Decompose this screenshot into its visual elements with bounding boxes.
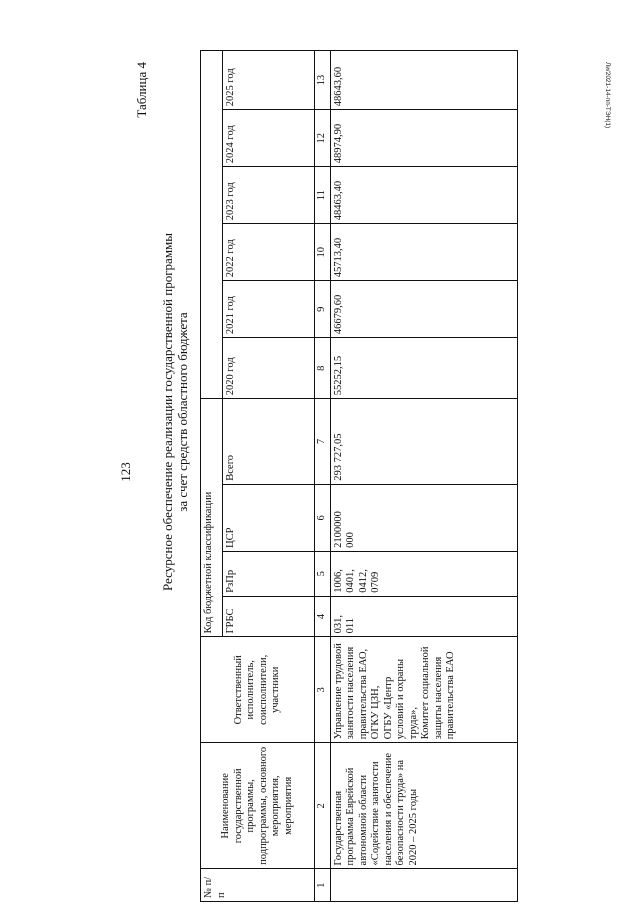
- grbs-value: 031, 011: [330, 596, 518, 637]
- col-number: 8: [315, 338, 331, 399]
- value-2023: 48463,40: [330, 167, 518, 224]
- header-csr: ЦСР: [223, 484, 315, 551]
- executors: Управление трудовой занятости населения правительства ЕАО, ОГКУ ЦЗН, ОГБУ «Центр условий и охраны труда», Комитет социальной защиты населения правительства ЕАО: [330, 637, 518, 743]
- table-label: Таблица 4: [134, 62, 149, 118]
- value-2025: 48643,60: [330, 51, 518, 110]
- header-grbs: ГРБС: [223, 596, 315, 637]
- column-number-row: [315, 51, 331, 902]
- col-number: 2: [315, 743, 331, 869]
- col-number: 3: [315, 637, 331, 743]
- col-number: 13: [315, 51, 331, 110]
- col-number: 10: [315, 224, 331, 281]
- table-row: [330, 51, 518, 902]
- program-name: Государственная программа Еврейской автономной области «Содействие занятости населения и обеспечение безопасности труда» на 2020 – 2025 годы: [330, 743, 518, 869]
- total-value: 293 727,05: [330, 399, 518, 485]
- col-number: 6: [315, 484, 331, 551]
- row-num: [330, 869, 518, 902]
- header-2022: 2022 год: [223, 224, 315, 281]
- header-executors: Ответственный исполнитель, соисполнители, участники: [201, 637, 315, 743]
- col-number: 9: [315, 281, 331, 338]
- col-number: 1: [315, 869, 331, 902]
- header-kbk-group: Код бюджетной классификации: [201, 399, 223, 637]
- header-2025: 2025 год: [223, 51, 315, 110]
- value-2022: 45713,40: [330, 224, 518, 281]
- col-number: 11: [315, 167, 331, 224]
- header-num: № п/п: [201, 869, 315, 902]
- header-name: Наименование государственной программы, подпрограммы, основного мероприятия, мероприятия: [201, 743, 315, 869]
- col-number: 5: [315, 551, 331, 596]
- col-number: 7: [315, 399, 331, 485]
- header-years-group: [201, 51, 223, 399]
- rotated-page: [118, 30, 524, 902]
- header-2021: 2021 год: [223, 281, 315, 338]
- header-2020: 2020 год: [223, 338, 315, 399]
- header-row-1: [201, 51, 223, 902]
- table-title: Ресурсное обеспечение реализации государственной программы за счет средств областного бюджета: [160, 232, 190, 592]
- value-2021: 46679,60: [330, 281, 518, 338]
- value-2024: 48974,90: [330, 110, 518, 167]
- header-rzpr: РзПр: [223, 551, 315, 596]
- resource-table: [200, 50, 518, 902]
- header-2023: 2023 год: [223, 167, 315, 224]
- header-total: Всего: [223, 399, 315, 485]
- header-2024: 2024 год: [223, 110, 315, 167]
- csr-value: 2100000 000: [330, 484, 518, 551]
- page-number: 123: [118, 462, 133, 482]
- value-2020: 55252,15: [330, 338, 518, 399]
- rzpr-value: 1006, 0401, 0412, 0709: [330, 551, 518, 596]
- col-number: 4: [315, 596, 331, 637]
- col-number: 12: [315, 110, 331, 167]
